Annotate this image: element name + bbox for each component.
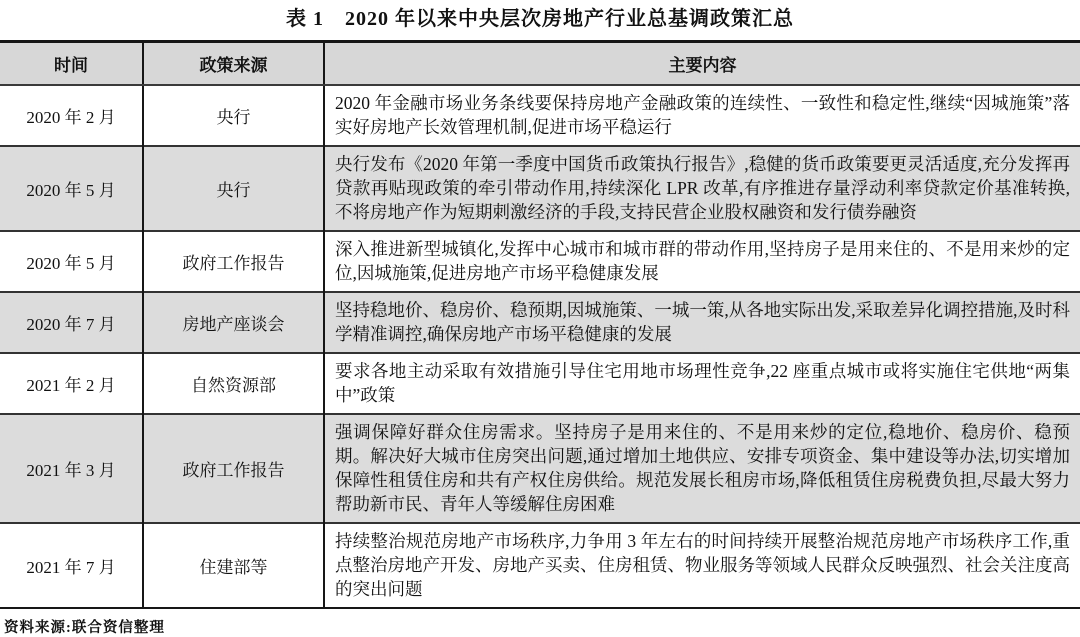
header-row — [0, 42, 1080, 86]
table-row — [0, 414, 1080, 523]
source-cell: 政府工作报告 — [143, 414, 324, 523]
content-cell: 要求各地主动采取有效措施引导住宅用地市场理性竞争,22 座重点城市或将实施住宅供地“两集中”政策 — [324, 353, 1080, 414]
table-row — [0, 353, 1080, 414]
source-cell: 央行 — [143, 146, 324, 231]
table-row — [0, 85, 1080, 146]
time-cell: 2020 年 5 月 — [0, 146, 143, 231]
content-cell: 坚持稳地价、稳房价、稳预期,因城施策、一城一策,从各地实际出发,采取差异化调控措施,及时科学精准调控,确保房地产市场平稳健康的发展 — [324, 292, 1080, 353]
source-cell: 住建部等 — [143, 523, 324, 608]
content-cell: 2020 年金融市场业务条线要保持房地产金融政策的连续性、一致性和稳定性,继续“因城施策”落实好房地产长效管理机制,促进市场平稳运行 — [324, 85, 1080, 146]
time-cell: 2020 年 5 月 — [0, 231, 143, 292]
content-cell: 深入推进新型城镇化,发挥中心城市和城市群的带动作用,坚持房子是用来住的、不是用来炒的定位,因城施策,促进房地产市场平稳健康发展 — [324, 231, 1080, 292]
table-row — [0, 146, 1080, 231]
source-cell: 央行 — [143, 85, 324, 146]
col-header-content: 主要内容 — [324, 42, 1080, 86]
source-note: 资料来源:联合资信整理 — [4, 620, 165, 636]
policy-table — [0, 40, 1080, 609]
table-row — [0, 292, 1080, 353]
source-cell: 房地产座谈会 — [143, 292, 324, 353]
content-cell: 央行发布《2020 年第一季度中国货币政策执行报告》,稳健的货币政策要更灵活适度,充分发挥再贷款再贴现政策的牵引带动作用,持续深化 LPR 改革,有序推进存量浮动利率贷款定价基准转换,不将房地产作为短期刺激经济的手段,支持民营企业股权融资和发行债券融资 — [324, 146, 1080, 231]
source-cell: 政府工作报告 — [143, 231, 324, 292]
source-cell: 自然资源部 — [143, 353, 324, 414]
col-header-source: 政策来源 — [143, 42, 324, 86]
content-cell: 持续整治规范房地产市场秩序,力争用 3 年左右的时间持续开展整治规范房地产市场秩序工作,重点整治房地产开发、房地产买卖、住房租赁、物业服务等领域人民群众反映强烈、社会关注度高的突出问题 — [324, 523, 1080, 608]
table-row — [0, 231, 1080, 292]
col-header-time: 时间 — [0, 42, 143, 86]
table-title: 表 1 2020 年以来中央层次房地产行业总基调政策汇总 — [286, 8, 794, 30]
time-cell: 2020 年 7 月 — [0, 292, 143, 353]
table-row — [0, 523, 1080, 608]
content-cell: 强调保障好群众住房需求。坚持房子是用来住的、不是用来炒的定位,稳地价、稳房价、稳预期。解决好大城市住房突出问题,通过增加土地供应、安排专项资金、集中建设等办法,切实增加保障性租赁住房和共有产权住房供给。规范发展长租房市场,降低租赁住房税费负担,尽最大努力帮助新市民、青年人等缓解住房困难 — [324, 414, 1080, 523]
time-cell: 2020 年 2 月 — [0, 85, 143, 146]
time-cell: 2021 年 2 月 — [0, 353, 143, 414]
time-cell: 2021 年 7 月 — [0, 523, 143, 608]
time-cell: 2021 年 3 月 — [0, 414, 143, 523]
